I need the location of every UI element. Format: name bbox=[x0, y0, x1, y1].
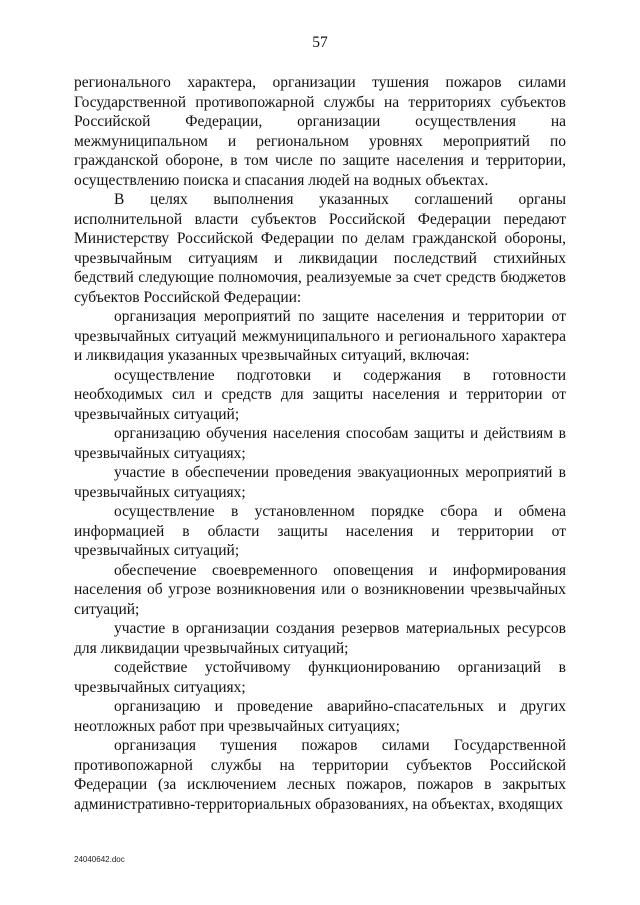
page-number: 57 bbox=[312, 34, 328, 51]
paragraph-11: организацию и проведение аварийно-спасательных и других неотложных работ при чрезвычайных ситуациях; bbox=[74, 698, 566, 735]
paragraph-6: участие в обеспечении проведения эвакуационных мероприятий в чрезвычайных ситуациях; bbox=[74, 464, 566, 501]
paragraph-3: организация мероприятий по защите населения и территории от чрезвычайных ситуаций межмуниципального и регионального характера и ликвидация указанных чрезвычайных ситуаций, включая: bbox=[74, 308, 566, 364]
footer-filename: 24040642.doc bbox=[74, 855, 125, 864]
paragraph-8: обеспечение своевременного оповещения и информирования населения об угрозе возникновения или о возникновении чрезвычайных ситуаций; bbox=[74, 561, 566, 618]
paragraph-10: содействие устойчивому функционированию организаций в чрезвычайных ситуациях; bbox=[74, 659, 566, 696]
paragraph-9: участие в организации создания резервов материальных ресурсов для ликвидации чрезвычайных ситуаций; bbox=[74, 620, 566, 657]
paragraph-2: В целях выполнения указанных соглашений органы исполнительной власти субъектов Российской Федерации передают Министерству Российской Федерации по делам гражданской обороны, чрезвычайным ситуациям и ликвидации последствий стихийных бедствий следующие полномочия, реализуемые за счет средств бюджетов субъектов Российской Федерации: bbox=[74, 191, 566, 306]
paragraph-7: осуществление в установленном порядке сбора и обмена информацией в области защиты населения и территории от чрезвычайных ситуаций; bbox=[74, 503, 566, 559]
paragraph-1: регионального характера, организации тушения пожаров силами Государственной противопожарной службы на территориях субъектов Российской Федерации, организации осуществления на межмуниципальном и региональном уровнях мероприятий по гражданской обороне, в том числе по защите населения и территории, осуществлению поиска и спасания людей на водных объектах. bbox=[74, 74, 566, 189]
paragraph-5: организацию обучения населения способам защиты и действиям в чрезвычайных ситуациях; bbox=[74, 425, 566, 462]
paragraph-4: осуществление подготовки и содержания в готовности необходимых сил и средств для защиты населения и территории от чрезвычайных ситуаций; bbox=[74, 366, 566, 423]
document-body bbox=[74, 73, 566, 814]
paragraph-12: организация тушения пожаров силами Государственной противопожарной службы на территории субъектов Российской Федерации (за исключением лесных пожаров, пожаров в закрытых административно-территориальных образованиях, на объектах, входящих bbox=[74, 737, 566, 813]
